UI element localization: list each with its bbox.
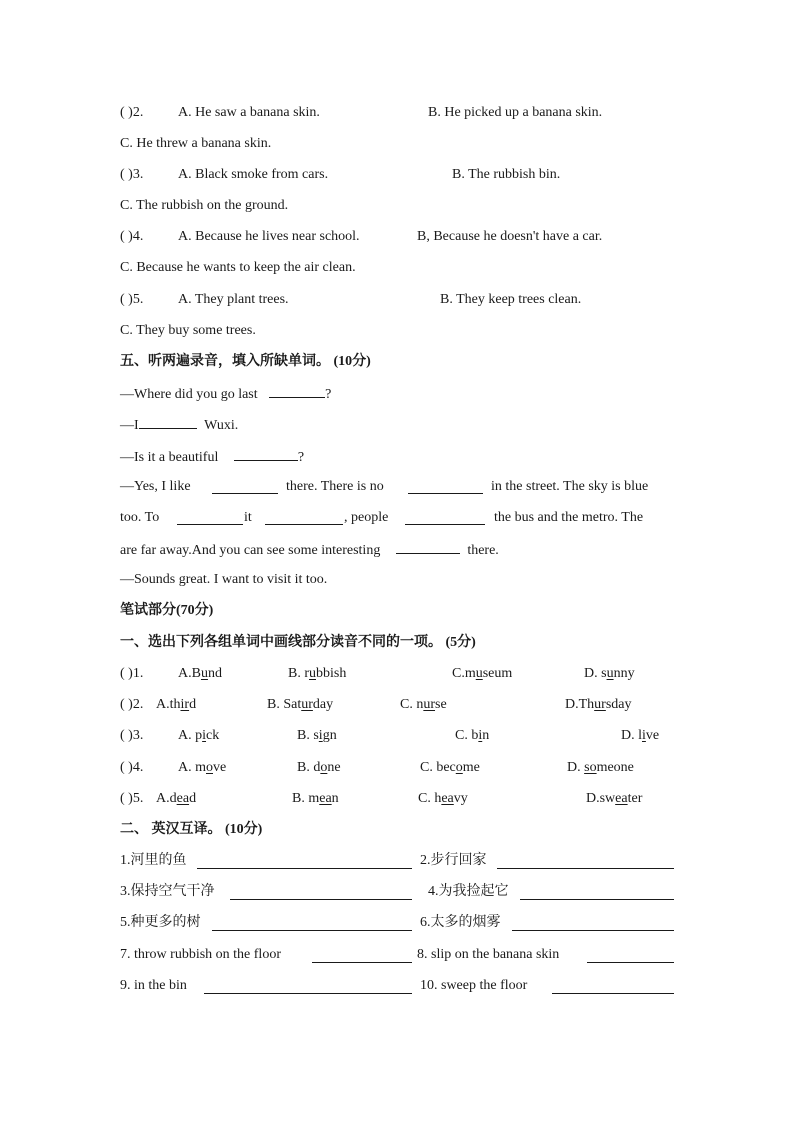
word-part: A. p — [178, 728, 203, 743]
word-part: A.th — [156, 697, 181, 712]
option-a — [156, 696, 196, 714]
option-c — [455, 727, 489, 745]
text: , people — [344, 510, 389, 525]
question-number: ( )1. — [120, 666, 144, 681]
word-part: d — [189, 791, 197, 806]
word-part: A. m — [178, 760, 206, 775]
text: there. There is no — [286, 479, 384, 494]
option-d — [586, 790, 642, 808]
text: —Is it a beautiful — [120, 450, 219, 465]
word-part: D.sw — [586, 791, 616, 806]
option-c — [420, 759, 480, 777]
option-a — [156, 790, 196, 808]
question-number: ( )5. — [120, 791, 144, 806]
text: —Where did you go last — [120, 387, 258, 402]
word-part: D. l — [621, 728, 642, 743]
answer-blank[interactable] — [587, 949, 674, 963]
option-d — [621, 727, 659, 745]
answer-blank[interactable] — [204, 980, 412, 994]
question-number: ( )3. — [120, 728, 144, 743]
answer-blank[interactable] — [312, 949, 412, 963]
section1-title: 一、选出下列各组单词中画线部分读音不同的一项。 (5分) — [120, 635, 476, 650]
option-a: A. They plant trees. — [178, 292, 289, 307]
question-number: ( )5. — [120, 292, 144, 307]
word-part: meone — [596, 760, 634, 775]
option-a: A. Because he lives near school. — [178, 229, 360, 244]
word-part: d — [189, 697, 197, 712]
text: there. — [467, 543, 499, 558]
option-b — [267, 696, 333, 714]
text: ? — [297, 450, 305, 465]
underlined-letters: u — [475, 666, 483, 681]
blank[interactable] — [234, 447, 298, 461]
word-part: C. b — [455, 728, 479, 743]
text: —I — [120, 418, 139, 433]
word-part: B. r — [288, 666, 309, 681]
option-d — [584, 665, 635, 683]
underlined-letters: ea — [319, 791, 332, 806]
item-prompt: 8. slip on the banana skin — [417, 947, 560, 962]
word-part: C. h — [418, 791, 442, 806]
option-d — [567, 759, 634, 777]
text: the bus and the metro. The — [494, 510, 644, 525]
question-number: ( )2. — [120, 697, 144, 712]
underlined-letters: ur — [301, 697, 313, 712]
underlined-letters: ea — [176, 791, 190, 806]
word-part: ck — [206, 728, 220, 743]
word-part: A.B — [178, 666, 201, 681]
question-number: ( )4. — [120, 229, 144, 244]
underlined-letters: i — [318, 728, 323, 743]
word-part: nny — [613, 666, 635, 681]
answer-blank[interactable] — [520, 886, 674, 900]
option-d — [565, 696, 632, 714]
word-part: C. bec — [420, 760, 456, 775]
answer-blank[interactable] — [197, 855, 412, 869]
text: ? — [325, 387, 332, 402]
word-part: ve — [645, 728, 660, 743]
word-part: n — [482, 728, 490, 743]
word-part: me — [462, 760, 480, 775]
option-c: C. They buy some trees. — [120, 323, 256, 338]
option-b: B. He picked up a banana skin. — [428, 105, 603, 120]
answer-blank[interactable] — [552, 980, 674, 994]
option-b — [292, 790, 339, 808]
text: it — [244, 510, 252, 525]
blank[interactable] — [408, 480, 483, 494]
option-b — [297, 759, 341, 777]
option-c: C. The rubbish on the ground. — [120, 198, 289, 213]
option-b: B. They keep trees clean. — [440, 292, 582, 307]
word-part: gn — [322, 728, 337, 743]
question-number: ( )2. — [120, 105, 144, 120]
question-number: ( )3. — [120, 167, 144, 182]
word-part: D. s — [584, 666, 607, 681]
underlined-letters: ur — [594, 697, 606, 712]
item-prompt: 2.步行回家 — [420, 853, 487, 868]
option-a — [178, 727, 219, 745]
underlined-letters: i — [478, 728, 483, 743]
word-part: B. d — [297, 760, 321, 775]
item-prompt: 6.太多的烟雾 — [420, 915, 501, 930]
text: in the street. The sky is blue — [491, 479, 649, 494]
underlined-letters: u — [200, 666, 208, 681]
blank[interactable] — [265, 511, 343, 525]
text: —Yes, I like — [120, 479, 191, 494]
item-prompt: 1.河里的鱼 — [120, 853, 187, 868]
underlined-letters: ir — [180, 697, 190, 712]
word-part: vy — [453, 791, 468, 806]
word-part: ne — [327, 760, 341, 775]
option-a: A. He saw a banana skin. — [178, 105, 320, 120]
underlined-letters: ur — [423, 697, 436, 712]
word-part: ve — [213, 760, 227, 775]
word-part: B. Sat — [267, 697, 302, 712]
written-part-title: 笔试部分(70分) — [120, 603, 214, 618]
underlined-letters: ea — [441, 791, 454, 806]
blank[interactable] — [396, 540, 460, 554]
underlined-letters: ea — [615, 791, 628, 806]
question-number: ( )4. — [120, 760, 144, 775]
dialog-line-7: —Sounds great. I want to visit it too. — [120, 572, 328, 587]
word-part: B. m — [292, 791, 320, 806]
word-part: B. s — [297, 728, 319, 743]
section2-title: 二、 英汉互译。 (10分) — [120, 822, 263, 837]
dialog-line-2 — [120, 415, 238, 435]
word-part: seum — [482, 666, 513, 681]
word-part: D.Th — [565, 697, 595, 712]
dialog-line-3 — [120, 447, 304, 467]
word-part: n — [331, 791, 339, 806]
text: too. To — [120, 510, 160, 525]
underlined-letters: o — [455, 760, 463, 775]
text: Wuxi. — [204, 418, 239, 433]
option-c: C. He threw a banana skin. — [120, 136, 272, 151]
answer-blank[interactable] — [497, 855, 674, 869]
option-c — [400, 696, 447, 714]
option-a — [178, 665, 222, 683]
word-part: C. n — [400, 697, 424, 712]
option-b: B, Because he doesn't have a car. — [417, 229, 603, 244]
dialog-line-6 — [120, 540, 499, 560]
word-part: ter — [627, 791, 643, 806]
blank[interactable] — [212, 480, 278, 494]
item-prompt: 3.保持空气干净 — [120, 884, 215, 899]
option-c — [452, 665, 512, 683]
blank[interactable] — [139, 415, 197, 429]
word-part: day — [312, 697, 334, 712]
blank[interactable] — [405, 511, 485, 525]
option-b — [288, 665, 346, 683]
underlined-letters: u — [606, 666, 614, 681]
underlined-letters: o — [320, 760, 328, 775]
answer-blank[interactable] — [230, 886, 412, 900]
option-a: A. Black smoke from cars. — [178, 167, 329, 182]
option-a — [178, 759, 226, 777]
item-prompt: 7. throw rubbish on the floor — [120, 947, 281, 962]
word-part: C.m — [452, 666, 476, 681]
word-part: se — [435, 697, 447, 712]
word-part: nd — [207, 666, 222, 681]
blank[interactable] — [269, 384, 325, 398]
word-part: D. — [567, 760, 585, 775]
item-prompt: 5.种更多的树 — [120, 915, 201, 930]
underlined-letters: i — [642, 728, 646, 743]
answer-blank[interactable] — [512, 917, 674, 931]
underlined-letters: so — [584, 760, 597, 775]
item-prompt: 10. sweep the floor — [420, 978, 528, 993]
item-prompt: 9. in the bin — [120, 978, 187, 993]
underlined-letters: u — [309, 666, 316, 681]
word-part: sday — [605, 697, 632, 712]
option-b — [297, 727, 337, 745]
option-b: B. The rubbish bin. — [452, 167, 561, 182]
word-part: bbish — [316, 666, 347, 681]
option-c — [418, 790, 468, 808]
option-c: C. Because he wants to keep the air clean. — [120, 260, 356, 275]
word-part: A.d — [156, 791, 177, 806]
answer-blank[interactable] — [212, 917, 412, 931]
underlined-letters: i — [202, 728, 207, 743]
section5-title: 五、听两遍录音，填入所缺单词。 (10分) — [120, 354, 371, 369]
blank[interactable] — [177, 511, 243, 525]
dialog-line-1 — [120, 384, 331, 404]
item-prompt: 4.为我捡起它 — [428, 884, 509, 899]
underlined-letters: o — [206, 760, 213, 775]
text: are far away.And you can see some interesting — [120, 543, 381, 558]
